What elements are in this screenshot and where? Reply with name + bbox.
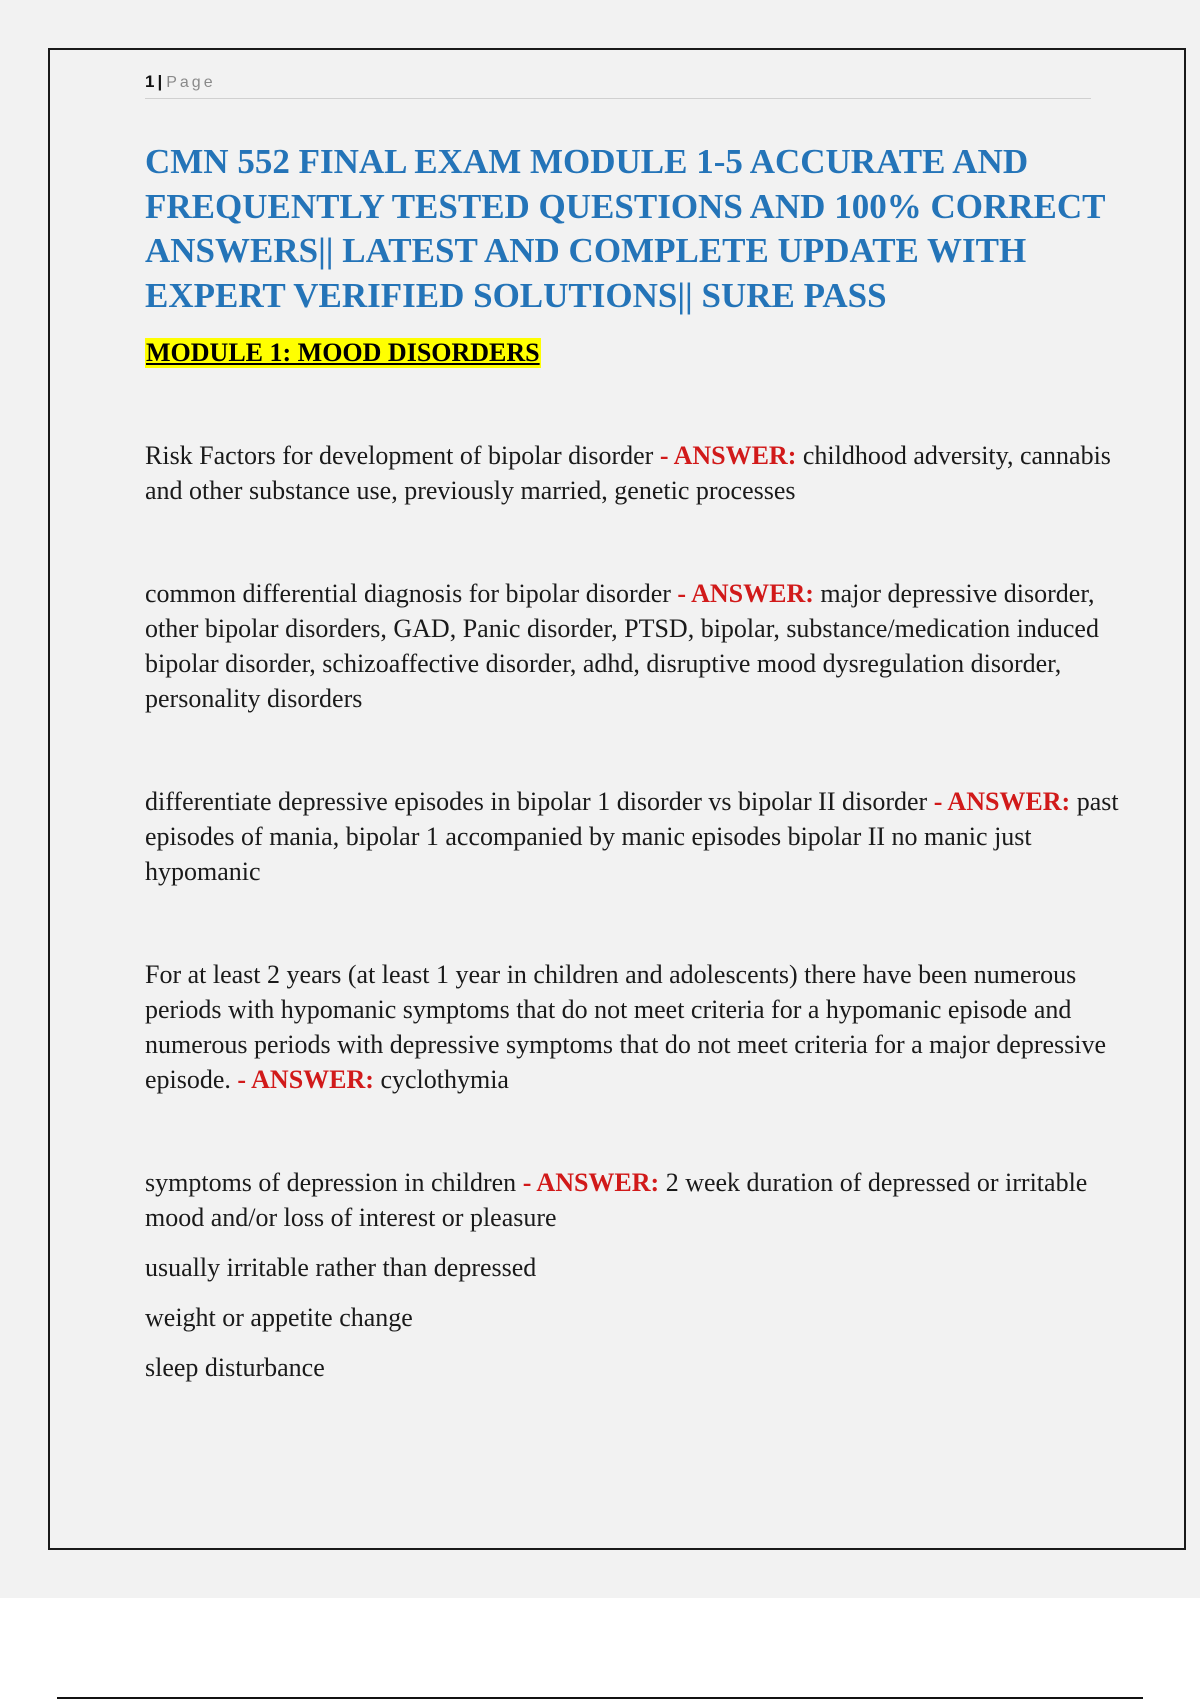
question-text: common differential diagnosis for bipolar disorder: [145, 579, 671, 608]
page-content: [145, 140, 1120, 1385]
answer-text: past episodes of mania, bipolar 1 accompanied by manic episodes bipolar II no manic just hypomanic: [145, 787, 1119, 886]
answer-label: - ANSWER:: [933, 787, 1071, 816]
question-text: Risk Factors for development of bipolar disorder: [145, 441, 654, 470]
list-item: sleep disturbance: [145, 1353, 325, 1382]
qa-item: [145, 438, 1120, 508]
question-text: For at least 2 years (at least 1 year in children and adolescents) there have been numerous periods with hypomanic symptoms that do not meet criteria for a hypomanic episode and numerous periods with depressive symptoms that do not meet criteria for a major depressive episode.: [145, 960, 1107, 1094]
answer-label: - ANSWER:: [659, 441, 797, 470]
page-header: [145, 72, 1091, 99]
question-text: symptoms of depression in children: [145, 1168, 517, 1197]
answer-label: - ANSWER:: [237, 1065, 374, 1094]
answer-text: 2 week duration of depressed or irritable mood and/or loss of interest or pleasure: [145, 1168, 1088, 1232]
qa-item: [145, 1165, 1120, 1235]
answer-label: - ANSWER:: [522, 1168, 660, 1197]
list-item: usually irritable rather than depressed: [145, 1253, 537, 1282]
page-label: Page: [166, 74, 216, 91]
document-title: CMN 552 FINAL EXAM MODULE 1-5 ACCURATE AND FREQUENTLY TESTED QUESTIONS AND 100% CORRECT ANSWERS|| LATEST AND COMPLETE UPDATE WITH EXPERT VERIFIED SOLUTIONS|| SURE PASS: [145, 142, 1105, 315]
question-text: differentiate depressive episodes in bipolar 1 disorder vs bipolar II disorder: [145, 787, 928, 816]
list-item: weight or appetite change: [145, 1303, 413, 1332]
module-heading-wrap: [145, 318, 1120, 368]
module-heading: MODULE 1: MOOD DISORDERS: [146, 338, 540, 367]
qa-item: [145, 576, 1120, 716]
answer-text: major depressive disorder, other bipolar disorders, GAD, Panic disorder, PTSD, bipolar, substance/medication induced bipolar disorder, schizoaffective disorder, adhd, disruptive mood dysregulation disorder, personality disorders: [145, 579, 1099, 713]
page-number: 1: [145, 72, 155, 91]
document-page: [48, 48, 1186, 1550]
qa-item: [145, 784, 1120, 889]
answer-label: - ANSWER:: [677, 579, 814, 608]
page-header-separator: |: [157, 72, 163, 91]
answer-text: cyclothymia: [380, 1065, 509, 1094]
answer-text: childhood adversity, cannabis and other substance use, previously married, genetic processes: [145, 441, 1111, 505]
qa-item: [145, 957, 1120, 1097]
next-page-rule: [57, 1697, 1143, 1699]
